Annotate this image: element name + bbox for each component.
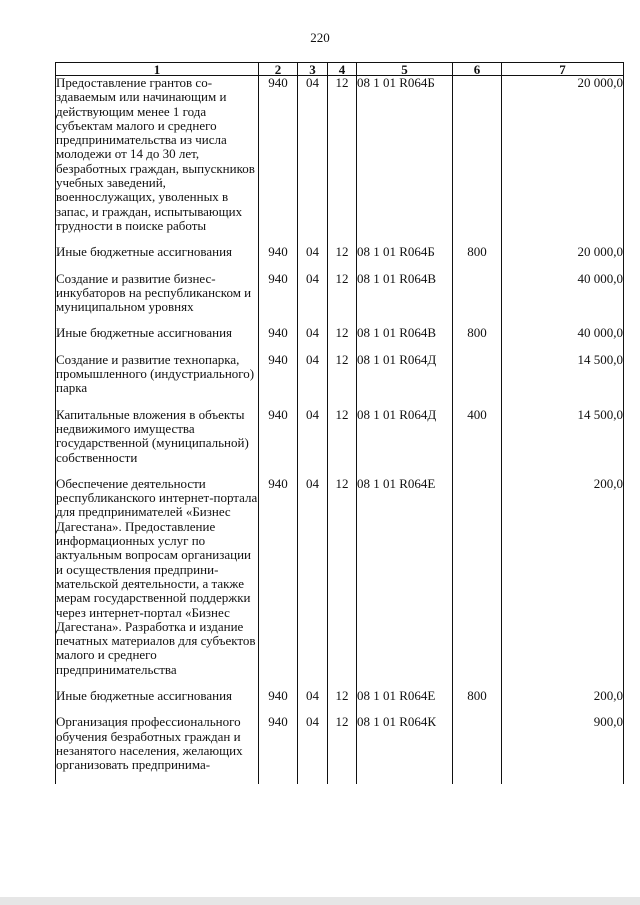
row-code-2: 940 — [259, 272, 298, 327]
table-row — [56, 715, 624, 784]
row-amount: 900,0 — [502, 715, 624, 784]
row-code-5: 08 1 01 R064Б — [357, 76, 453, 246]
row-amount: 20 000,0 — [502, 245, 624, 271]
row-code-4: 12 — [328, 326, 357, 352]
row-code-5: 08 1 01 R064В — [357, 272, 453, 327]
row-code-5: 08 1 01 R064В — [357, 326, 453, 352]
bottom-scan-edge — [0, 897, 640, 905]
row-code-4: 12 — [328, 353, 357, 408]
row-code-2: 940 — [259, 715, 298, 784]
row-amount: 40 000,0 — [502, 272, 624, 327]
row-code-3: 04 — [298, 76, 328, 246]
row-code-6: 400 — [453, 408, 502, 477]
row-code-4: 12 — [328, 76, 357, 246]
row-code-2: 940 — [259, 326, 298, 352]
row-code-6 — [453, 76, 502, 246]
row-code-4: 12 — [328, 715, 357, 784]
row-code-3: 04 — [298, 477, 328, 689]
table-body — [56, 76, 624, 785]
col-header-4: 4 — [328, 63, 357, 76]
row-amount: 200,0 — [502, 689, 624, 715]
row-code-2: 940 — [259, 477, 298, 689]
col-header-6: 6 — [453, 63, 502, 76]
row-code-3: 04 — [298, 689, 328, 715]
budget-table — [55, 62, 624, 784]
row-code-3: 04 — [298, 408, 328, 477]
row-code-4: 12 — [328, 245, 357, 271]
row-code-6 — [453, 353, 502, 408]
row-name: Иные бюджетные ассигнования — [56, 245, 259, 271]
row-code-2: 940 — [259, 353, 298, 408]
row-code-3: 04 — [298, 272, 328, 327]
row-code-3: 04 — [298, 353, 328, 408]
row-code-6 — [453, 715, 502, 784]
table-row — [56, 245, 624, 271]
table-row — [56, 477, 624, 689]
row-amount: 40 000,0 — [502, 326, 624, 352]
row-code-3: 04 — [298, 326, 328, 352]
row-code-5: 08 1 01 R064Е — [357, 689, 453, 715]
row-name: Иные бюджетные ассигнования — [56, 689, 259, 715]
table-row — [56, 689, 624, 715]
row-code-2: 940 — [259, 408, 298, 477]
row-amount: 14 500,0 — [502, 408, 624, 477]
row-code-3: 04 — [298, 245, 328, 271]
row-code-2: 940 — [259, 689, 298, 715]
row-name: Создание и развитие бизнес-инкубаторов на республиканском и муниципальном уровнях — [56, 272, 259, 327]
table-row — [56, 76, 624, 246]
page-number: 220 — [310, 30, 330, 45]
row-code-6: 800 — [453, 689, 502, 715]
table-row — [56, 326, 624, 352]
table-row — [56, 353, 624, 408]
col-header-5: 5 — [357, 63, 453, 76]
row-code-3: 04 — [298, 715, 328, 784]
row-code-5: 08 1 01 R064К — [357, 715, 453, 784]
table-row — [56, 272, 624, 327]
header-row — [56, 63, 624, 76]
row-amount: 200,0 — [502, 477, 624, 689]
row-name: Иные бюджетные ассигнования — [56, 326, 259, 352]
row-code-6: 800 — [453, 245, 502, 271]
row-code-4: 12 — [328, 477, 357, 689]
row-name: Создание и развитие технопарка, промышленного (индустриального) парка — [56, 353, 259, 408]
col-header-7: 7 — [502, 63, 624, 76]
row-name: Предоставление грантов создаваемым или начинающим и действующим менее 1 года субъектам малого и среднего предпринимательства из числа молодежи от 14 до 30 лет, безработных граждан, выпускников учебных заведений, военнослужащих, уволенных в запас, и граждан, испытывающих трудности в поиске работы — [56, 76, 259, 246]
row-code-5: 08 1 01 R064Д — [357, 353, 453, 408]
row-code-2: 940 — [259, 76, 298, 246]
row-amount: 20 000,0 — [502, 76, 624, 246]
row-code-6 — [453, 477, 502, 689]
row-code-5: 08 1 01 R064Б — [357, 245, 453, 271]
row-name: Организация профессионального обучения безработных граждан и незанятого населения, желающих организовать предпринима- — [56, 715, 259, 784]
row-amount: 14 500,0 — [502, 353, 624, 408]
row-code-5: 08 1 01 R064Д — [357, 408, 453, 477]
col-header-2: 2 — [259, 63, 298, 76]
row-code-4: 12 — [328, 408, 357, 477]
row-code-6 — [453, 272, 502, 327]
table-header — [56, 63, 624, 76]
row-code-6: 800 — [453, 326, 502, 352]
row-code-4: 12 — [328, 689, 357, 715]
row-name: Капитальные вложения в объекты недвижимого имущества государственной (муниципальной) собственности — [56, 408, 259, 477]
row-code-4: 12 — [328, 272, 357, 327]
col-header-name: 1 — [56, 63, 259, 76]
table-row — [56, 408, 624, 477]
row-code-5: 08 1 01 R064Е — [357, 477, 453, 689]
row-name: Обеспечение деятельности республиканского интернет-портала для предпринимателей «Бизнес Дагестана». Предоставление информационных услуг по актуальным вопросам организации и осуществления предпринимательской деятельности, а также мерам государственной поддержки через интернет-портал «Бизнес Дагестана». Разработка и издание печатных материалов для субъектов малого и среднего предпринимательства — [56, 477, 259, 689]
col-header-3: 3 — [298, 63, 328, 76]
row-code-2: 940 — [259, 245, 298, 271]
